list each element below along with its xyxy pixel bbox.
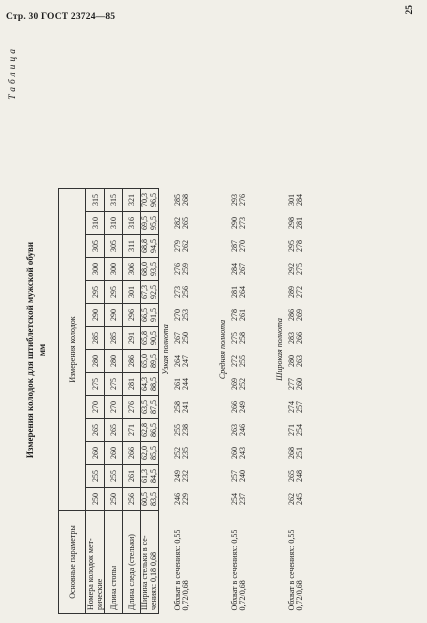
cell: 250 [105, 488, 123, 511]
section-heading-row [216, 189, 229, 614]
cell: 305 [86, 235, 105, 258]
cell: 290 [105, 304, 123, 327]
row-label: Обхват в сечениях: 0,55 0,72/0,68 [230, 529, 247, 611]
cell: 285 [86, 327, 105, 350]
section-heading-row [273, 189, 286, 614]
cell: 305 [105, 235, 123, 258]
section-row [172, 189, 216, 614]
cell: 306 [123, 258, 141, 281]
cell: 280 [105, 350, 123, 373]
cell: 271 [123, 419, 141, 442]
cell: 285 [105, 327, 123, 350]
row-foot_length [105, 189, 123, 614]
empty-cell [273, 511, 286, 614]
cell: 260 243 [230, 447, 247, 459]
cell: 293 276 [230, 194, 247, 206]
cell: 264 247 [173, 355, 190, 367]
cell: 269 252 [230, 378, 247, 390]
cell: 252 235 [173, 447, 190, 459]
section-row [286, 189, 330, 614]
cell: 254 237 [230, 493, 247, 505]
cell: 295 278 [287, 240, 304, 252]
cell: 258 241 [173, 401, 190, 413]
cell: 289 272 [287, 286, 304, 298]
page-header: Стр. 30 ГОСТ 23724—85 [6, 12, 116, 22]
cell: 270 [86, 396, 105, 419]
cell: 285 268 [173, 194, 190, 206]
cell: 310 [86, 212, 105, 235]
cell: 256 [123, 488, 141, 511]
cell: 62,0 85,5 [141, 442, 159, 465]
cell: 61,3 84,5 [141, 465, 159, 488]
cell: 277 260 [287, 378, 304, 390]
cell: 279 262 [173, 240, 190, 252]
cell: 249 232 [173, 470, 190, 482]
cell: 295 [105, 281, 123, 304]
row-label: Обхват в сечениях: 0,55 0,72/0,68 [287, 529, 304, 611]
cell: 283 266 [287, 332, 304, 344]
cell: 284 267 [230, 263, 247, 275]
caption-unit: мм [37, 343, 47, 357]
cell: 260 [105, 442, 123, 465]
cell: 63,5 87,5 [141, 396, 159, 419]
cell: 295 [86, 281, 105, 304]
cell: 301 [123, 281, 141, 304]
section-title: Широкая полнота [275, 318, 284, 381]
cell: 278 261 [230, 309, 247, 321]
cell: 272 255 [230, 355, 247, 367]
cell: 291 [123, 327, 141, 350]
cell: 266 249 [230, 401, 247, 413]
cell: 266 [123, 442, 141, 465]
cell: 268 251 [287, 447, 304, 459]
cell: 281 [123, 373, 141, 396]
section-row [229, 189, 273, 614]
measurement-table [58, 188, 330, 614]
cell: 311 [123, 235, 141, 258]
cell: 270 [105, 396, 123, 419]
cell: 315 [105, 189, 123, 212]
cell: 298 281 [287, 217, 304, 229]
cell: 265 [105, 419, 123, 442]
cell: 315 [86, 189, 105, 212]
cell: 257 240 [230, 470, 247, 482]
cell: 265 248 [287, 470, 304, 482]
cell: 271 254 [287, 424, 304, 436]
cell: 255 [105, 465, 123, 488]
cell: 267 250 [173, 332, 190, 344]
cell: 286 [123, 350, 141, 373]
row-label: Номера колодок мет-рические [86, 511, 105, 614]
cell: 274 257 [287, 401, 304, 413]
empty-cell [159, 511, 173, 614]
row-label: Обхват в сечениях: 0,55 0,72/0,68 [173, 529, 190, 611]
rotated-page [6, 40, 426, 620]
cell: 262 245 [287, 493, 304, 505]
row-insole_width [141, 189, 159, 614]
cell: 260 [86, 442, 105, 465]
cell: 246 229 [173, 493, 190, 505]
section-title: Узкая полнота [161, 324, 170, 375]
row-trace_length [123, 189, 141, 614]
group-header: Измерения колодок [59, 189, 86, 511]
cell: 67,3 92,5 [141, 281, 159, 304]
cell: 281 264 [230, 286, 247, 298]
cell: 64,3 88,5 [141, 373, 159, 396]
cell: 300 [86, 258, 105, 281]
cell: 65,8 90,5 [141, 327, 159, 350]
cell: 273 256 [173, 286, 190, 298]
table-caption [24, 170, 48, 530]
cell: 66,5 91,5 [141, 304, 159, 327]
cell: 276 259 [173, 263, 190, 275]
cell: 296 [123, 304, 141, 327]
cell: 265 [86, 419, 105, 442]
cell: 250 [86, 488, 105, 511]
cell: 261 [123, 465, 141, 488]
cell: 70,3 96,5 [141, 189, 159, 212]
cell: 65,0 89,5 [141, 350, 159, 373]
cell: 60,5 83,5 [141, 488, 159, 511]
cell: 287 270 [230, 240, 247, 252]
row-label: Ширина стельки в се-чениях: 0,18 0,68 [141, 511, 159, 614]
cell: 275 [86, 373, 105, 396]
cell: 270 253 [173, 309, 190, 321]
cell: 68,0 93,5 [141, 258, 159, 281]
cell: 316 [123, 212, 141, 235]
cell: 290 [86, 304, 105, 327]
cell: 275 258 [230, 332, 247, 344]
cell: 301 284 [287, 194, 304, 206]
cell: 280 263 [287, 355, 304, 367]
row-label: Длина следа (стельки) [123, 511, 141, 614]
cell: 69,5 95,5 [141, 212, 159, 235]
cell: 261 244 [173, 378, 190, 390]
page-number: 25 [405, 5, 415, 15]
cell: 255 238 [173, 424, 190, 436]
cell: 321 [123, 189, 141, 212]
cell: 290 273 [230, 217, 247, 229]
cell: 286 269 [287, 309, 304, 321]
empty-cell [216, 511, 229, 614]
section-title: Средняя полнота [218, 319, 227, 380]
row-numbers [86, 189, 105, 614]
table-label: Таблица [8, 46, 18, 100]
cell: 275 [105, 373, 123, 396]
caption-title: Измерения колодок для штиблетской мужской обуви [25, 241, 35, 459]
cell: 62,8 86,5 [141, 419, 159, 442]
cell: 282 265 [173, 217, 190, 229]
cell: 292 275 [287, 263, 304, 275]
param-header: Основные параметры [59, 511, 86, 614]
cell: 310 [105, 212, 123, 235]
cell: 276 [123, 396, 141, 419]
cell: 280 [86, 350, 105, 373]
cell: 263 246 [230, 424, 247, 436]
section-heading-row [159, 189, 173, 614]
cell: 255 [86, 465, 105, 488]
row-label: Длина стопы [105, 511, 123, 614]
cell: 300 [105, 258, 123, 281]
cell: 68,8 94,5 [141, 235, 159, 258]
